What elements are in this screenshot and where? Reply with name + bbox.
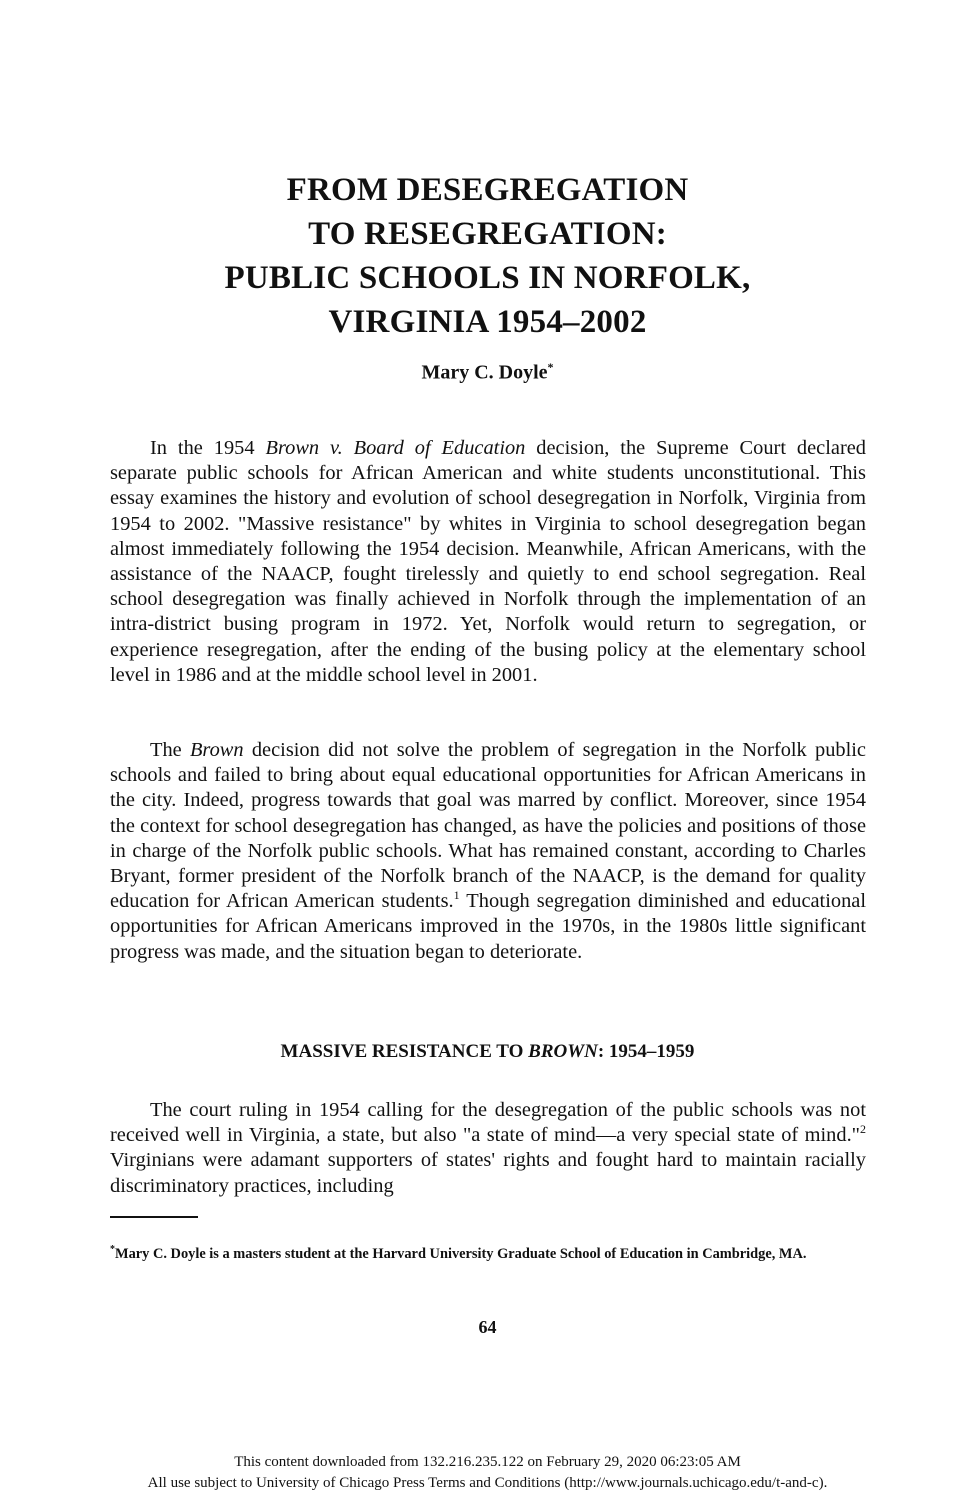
paragraph-3 bbox=[110, 1098, 866, 1199]
paragraph-2-text-c: Though segregation diminished and educational opportunities for African Americans improved in the 1970s, in the 1980s little significant progress was made, and the situation began to deteriorate. bbox=[110, 890, 866, 963]
paragraph-2-text-b: decision did not solve the problem of segregation in the Norfolk public schools and failed to bring about equal educational opportunities for African Americans in the city. Indeed, progress towards that goal was marred by conflict. Moreover, since 1954 the context for school desegregation has changed, as have the policies and positions of those in charge of the Norfolk public schools. What has remained constant, according to Charles Bryant, former president of the Norfolk branch of the NAACP, is the demand for quality education for African American students. bbox=[110, 739, 866, 913]
footnote-ref-1: 1 bbox=[453, 888, 460, 903]
footnote-text: Mary C. Doyle is a masters student at the Harvard University Graduate School of Education in Cambridge, MA. bbox=[115, 1245, 807, 1262]
title-line-3: PUBLIC SCHOOLS IN NORFOLK, bbox=[224, 260, 751, 296]
case-name-brown-v-board: Brown v. Board of Education bbox=[265, 437, 526, 459]
download-notice-line-2: All use subject to University of Chicago Press Terms and Conditions (http://www.journals.uchicago.edu/t-and-c). bbox=[147, 1475, 828, 1491]
author-footnote-marker: * bbox=[547, 360, 554, 374]
page-number: 64 bbox=[478, 1317, 497, 1337]
footnote-ref-2: 2 bbox=[860, 1122, 866, 1137]
title-line-2: TO RESEGREGATION: bbox=[308, 216, 667, 252]
paragraph-2-text-a: The bbox=[150, 739, 190, 761]
download-notice bbox=[0, 1452, 975, 1494]
section-heading-case: BROWN bbox=[528, 1041, 598, 1062]
case-name-brown: Brown bbox=[189, 739, 244, 761]
paragraph-3-text-a: The court ruling in 1954 calling for the desegregation of the public schools was not received well in Virginia, a state, but also "a state of mind—a very special state of mind." bbox=[110, 1099, 866, 1147]
paragraph-1-text-a: In the 1954 bbox=[150, 437, 266, 459]
paragraph-3-text-b: Virginians were adamant supporters of states' rights and fought hard to maintain racially discriminatory practices, including bbox=[110, 1149, 866, 1197]
paragraph-1-text-b: decision, the Supreme Court declared separate public schools for African American and white students unconstitutional. This essay examines the history and evolution of school desegregation in Norfolk, Virginia from 1954 to 2002. "Massive resistance" by whites in Virginia to school desegregation began almost immediately following the 1954 decision. Meanwhile, African Americans, with the assistance of the NAACP, fought tirelessly and quietly to end school segregation. Real school desegregation was finally achieved in Norfolk through the implementation of an intra-district busing program in 1972. Yet, Norfolk would return to segregation, or experience resegregation, after the ending of the busing policy at the elementary school level in 1986 and at the middle school level in 2001. bbox=[110, 437, 866, 686]
article-title bbox=[0, 168, 975, 344]
paragraph-2 bbox=[110, 738, 866, 965]
paragraph-1 bbox=[110, 436, 866, 688]
footnote bbox=[110, 1240, 868, 1264]
author-name: Mary C. Doyle bbox=[421, 361, 548, 384]
section-heading bbox=[0, 1041, 975, 1063]
title-line-1: FROM DESEGREGATION bbox=[286, 172, 689, 208]
footnote-marker: * bbox=[110, 1244, 115, 1255]
footnote-divider bbox=[110, 1216, 198, 1218]
download-notice-line-1: This content downloaded from 132.216.235.122 on February 29, 2020 06:23:05 AM bbox=[234, 1454, 741, 1470]
title-line-4: VIRGINIA 1954–2002 bbox=[328, 304, 647, 340]
author-line bbox=[0, 360, 975, 385]
section-heading-text-a: MASSIVE RESISTANCE TO bbox=[280, 1041, 529, 1062]
section-heading-text-b: : 1954–1959 bbox=[597, 1041, 695, 1062]
